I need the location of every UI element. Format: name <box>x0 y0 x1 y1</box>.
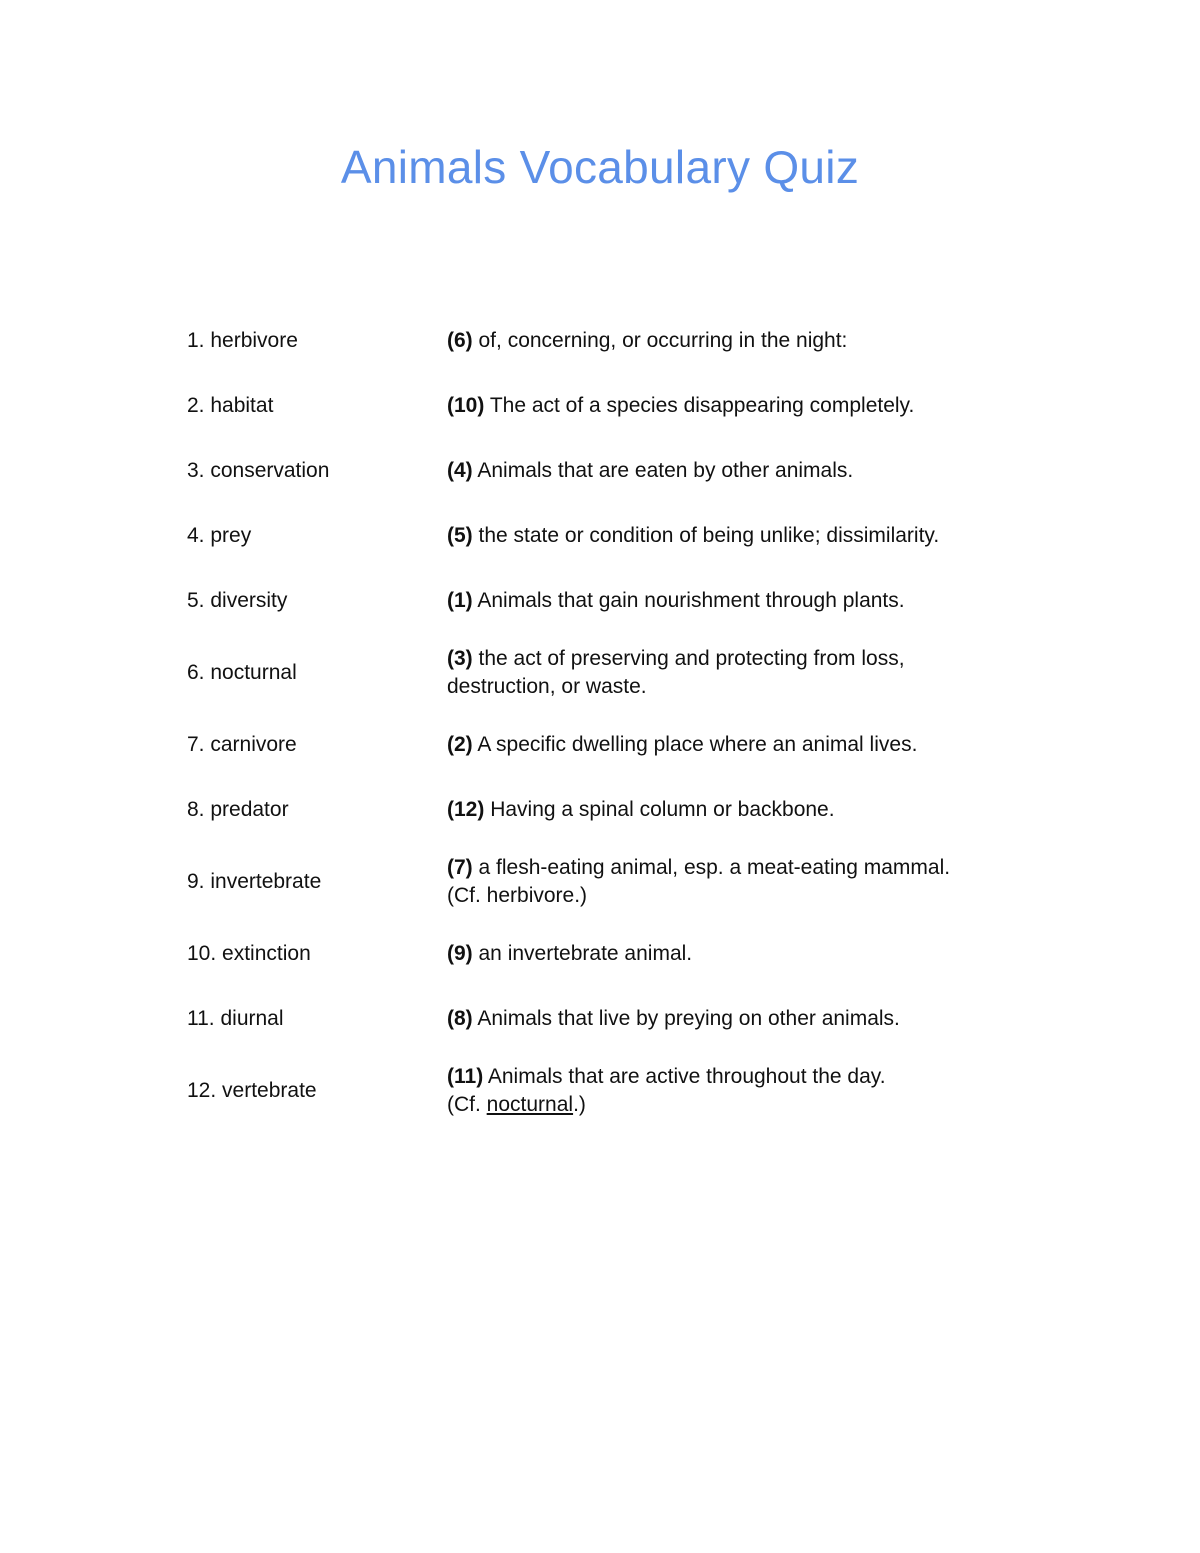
definition <box>447 731 1087 759</box>
term: 6. nocturnal <box>187 660 297 684</box>
answer-number: (8) <box>447 1006 473 1030</box>
answer-number: (10) <box>447 393 485 417</box>
term: 12. vertebrate <box>187 1078 317 1102</box>
quiz-row <box>187 842 1087 921</box>
definition <box>447 940 1087 968</box>
answer-number: (6) <box>447 328 473 352</box>
term: 7. carnivore <box>187 732 297 756</box>
page-title: Animals Vocabulary Quiz <box>340 141 860 193</box>
term: 1. herbivore <box>187 328 298 352</box>
quiz-row <box>187 373 1087 438</box>
quiz-row <box>187 1051 1087 1130</box>
term: 2. habitat <box>187 393 274 417</box>
definition-text-line2: (Cf. herbivore.) <box>447 883 588 907</box>
term: 3. conservation <box>187 458 330 482</box>
answer-number: (12) <box>447 797 485 821</box>
definition-text: a flesh-eating animal, esp. a meat-eating mammal. <box>472 855 951 879</box>
quiz-row <box>187 308 1087 373</box>
answer-number: (2) <box>447 732 473 756</box>
definition-text-line2: destruction, or waste. <box>447 674 647 698</box>
cross-reference-link[interactable]: nocturnal <box>486 1092 574 1116</box>
definition <box>447 854 1087 910</box>
quiz-row <box>187 921 1087 986</box>
definition <box>447 457 1087 485</box>
quiz-list <box>187 308 1087 1130</box>
definition <box>447 796 1087 824</box>
answer-number: (7) <box>447 855 473 879</box>
quiz-row <box>187 986 1087 1051</box>
answer-number: (4) <box>447 458 473 482</box>
definition-text: an invertebrate animal. <box>472 941 693 965</box>
answer-number: (3) <box>447 646 473 670</box>
definition-text: A specific dwelling place where an animal lives. <box>472 732 918 756</box>
answer-number: (5) <box>447 523 473 547</box>
definition-text-line2-post: .) <box>573 1092 586 1116</box>
definition-text: Having a spinal column or backbone. <box>484 797 835 821</box>
definition <box>447 1005 1087 1033</box>
definition-text: The act of a species disappearing completely. <box>484 393 915 417</box>
definition-text: the act of preserving and protecting from loss, <box>472 646 905 670</box>
definition <box>447 1063 1087 1119</box>
definition <box>447 522 1087 550</box>
answer-number: (9) <box>447 941 473 965</box>
term: 5. diversity <box>187 588 288 612</box>
term: 9. invertebrate <box>187 869 322 893</box>
definition-text: the state or condition of being unlike; dissimilarity. <box>472 523 940 547</box>
quiz-row <box>187 438 1087 503</box>
definition-text: Animals that live by preying on other animals. <box>472 1006 900 1030</box>
quiz-row <box>187 777 1087 842</box>
definition-text-line2-pre: (Cf. <box>447 1092 487 1116</box>
answer-number: (11) <box>447 1064 484 1088</box>
quiz-row <box>187 503 1087 568</box>
quiz-row <box>187 633 1087 712</box>
definition <box>447 587 1087 615</box>
term: 11. diurnal <box>187 1006 284 1030</box>
term: 8. predator <box>187 797 289 821</box>
term: 10. extinction <box>187 941 311 965</box>
definition-text: Animals that are eaten by other animals. <box>472 458 854 482</box>
definition <box>447 327 1087 355</box>
quiz-row <box>187 712 1087 777</box>
term: 4. prey <box>187 523 252 547</box>
definition-text: Animals that gain nourishment through plants. <box>472 588 905 612</box>
definition <box>447 645 1087 701</box>
quiz-row <box>187 568 1087 633</box>
definition-text: of, concerning, or occurring in the night: <box>472 328 848 352</box>
definition-text: Animals that are active throughout the day. <box>483 1064 886 1088</box>
definition <box>447 392 1087 420</box>
answer-number: (1) <box>447 588 473 612</box>
